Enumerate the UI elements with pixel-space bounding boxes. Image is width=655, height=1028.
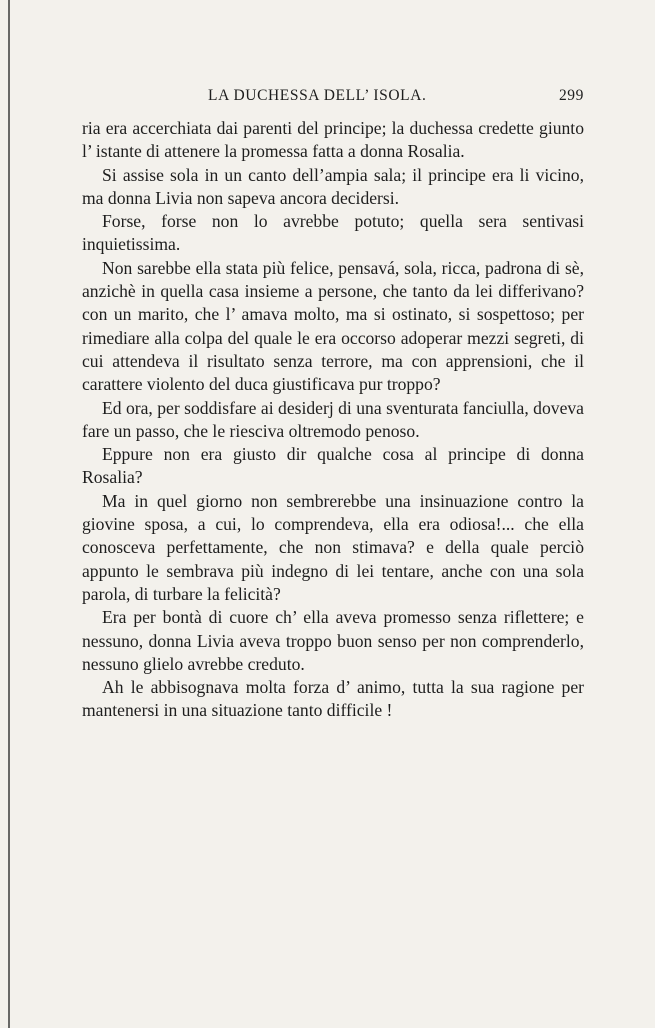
paragraph-7: Ma in quel giorno non sembrerebbe una insinuazione contro la giovine sposa, a cui, lo comprendeva, ella era odiosa!... che ella conosceva perfettamente, che non stimava? e della quale perciò appunto le sembrava più indegno di lei tentare, anche con una sola parola, di turbare la felicità? [82, 490, 584, 604]
paragraph-6: Eppure non era giusto dir qualche cosa al principe di donna Rosalia? [82, 444, 584, 488]
paragraph-3: Forse, forse non lo avrebbe potuto; quella sera sentivasi inquietissima. [82, 211, 584, 255]
body-text [82, 117, 584, 723]
running-head: LA DUCHESSA DELL’ ISOLA. [208, 87, 427, 104]
paragraph-2: Si assise sola in un canto dell’ampia sala; il principe era li vicino, ma donna Livia non sapeva ancora decidersi. [82, 164, 584, 208]
page-number: 299 [558, 87, 584, 104]
binding-edge-line [8, 0, 10, 1028]
page-header [82, 87, 584, 109]
paragraph-4: Non sarebbe ella stata più felice, pensavá, sola, ricca, padrona di sè, anzichè in quella casa insieme a persone, che tanto da lei differivano? con un marito, che l’ amava molto, ma si ostinato, si sospettoso; per rimediare alla colpa del quale le era occorso adoperar mezzi segreti, di cui attendeva il risultato senza terrore, ma con apprensioni, che il carattere violento del duca giustificava pur troppo? [82, 257, 584, 395]
paragraph-5: Ed ora, per soddisfare ai desiderj di una sventurata fanciulla, doveva fare un passo, che le riesciva oltremodo penoso. [82, 397, 584, 441]
paragraph-9: Ah le abbisognava molta forza d’ animo, tutta la sua ragione per mantenersi in una situazione tanto difficile ! [82, 677, 584, 721]
paragraph-1: ria era accerchiata dai parenti del principe; la duchessa credette giunto l’ istante di attenere la promessa fatta a donna Rosalia. [82, 118, 584, 162]
paragraph-8: Era per bontà di cuore ch’ ella aveva promesso senza riflettere; e nessuno, donna Livia aveva troppo buon senso per non comprenderlo, nessuno glielo avrebbe creduto. [82, 607, 584, 674]
